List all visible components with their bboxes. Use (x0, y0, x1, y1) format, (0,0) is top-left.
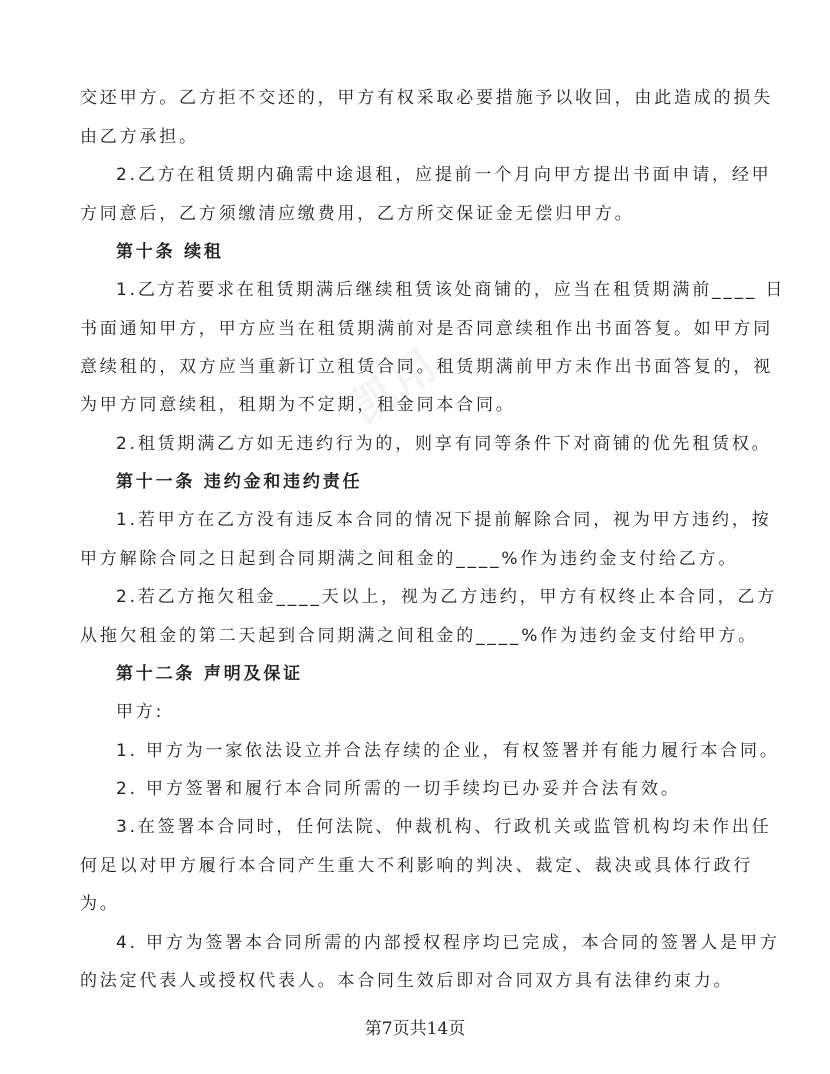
section-heading-renewal: 第十条 续租 (116, 242, 224, 262)
text-line: 4. 甲方为签署本合同所需的内部授权程序均已完成，本合同的签署人是甲方 (116, 933, 780, 953)
text-line: 为。 (80, 894, 120, 914)
text-line: 交还甲方。乙方拒不交还的，甲方有权采取必要措施予以收回，由此造成的损失 (80, 88, 773, 108)
text-line: 2.租赁期满乙方如无违约行为的，则享有同等条件下对商铺的优先租赁权。 (116, 434, 772, 454)
section-heading-declarations: 第十二条 声明及保证 (116, 664, 303, 684)
text-line: 方同意后，乙方须缴清应缴费用，乙方所交保证金无偿归甲方。 (80, 204, 635, 224)
text-line: 1. 甲方为一家依法设立并合法存续的企业，有权签署并有能力履行本合同。 (116, 741, 780, 761)
text-line: 1.若甲方在乙方没有违反本合同的情况下提前解除合同，视为甲方违约，按 (116, 510, 772, 530)
text-line: 意续租的，双方应当重新订立租赁合同。租赁期满前甲方未作出书面答复的，视 (80, 357, 773, 377)
text-line: 何足以对甲方履行本合同产生重大不利影响的判决、裁定、裁决或具体行政行 (80, 856, 754, 876)
text-line: 书面通知甲方，甲方应当在租赁期满前对是否同意续租作出书面答复。如甲方同 (80, 319, 773, 339)
text-line: 为甲方同意续租，租期为不定期，租金同本合同。 (80, 395, 516, 415)
section-heading-penalty: 第十一条 违约金和违约责任 (116, 472, 363, 492)
text-line: 3.在签署本合同时，任何法院、仲裁机构、行政机关或监管机构均未作出任 (116, 817, 772, 837)
text-line: 2.乙方在租赁期内确需中途退租，应提前一个月向甲方提出书面申请，经甲 (116, 165, 772, 185)
watermark: 凯用 (341, 337, 450, 435)
text-line: 甲方解除合同之日起到合同期满之间租金的____%作为违约金支付给乙方。 (80, 549, 739, 569)
text-line: 2.若乙方拖欠租金____天以上，视为乙方违约，甲方有权终止本合同，乙方 (116, 587, 778, 607)
text-line: 从拖欠租金的第二天起到合同期满之间租金的____%作为违约金支付给甲方。 (80, 626, 758, 646)
text-line: 2. 甲方签署和履行本合同所需的一切手续均已办妥并合法有效。 (116, 779, 681, 799)
text-line: 1.乙方若要求在租赁期满后继续租赁该处商铺的，应当在租赁期满前____ 日 (116, 280, 786, 300)
text-line: 由乙方承担。 (80, 127, 199, 147)
party-label: 甲方: (116, 702, 165, 722)
text-line: 的法定代表人或授权代表人。本合同生效后即对合同双方具有法律约束力。 (80, 971, 734, 991)
page-number: 第7页共14页 (364, 1019, 466, 1039)
